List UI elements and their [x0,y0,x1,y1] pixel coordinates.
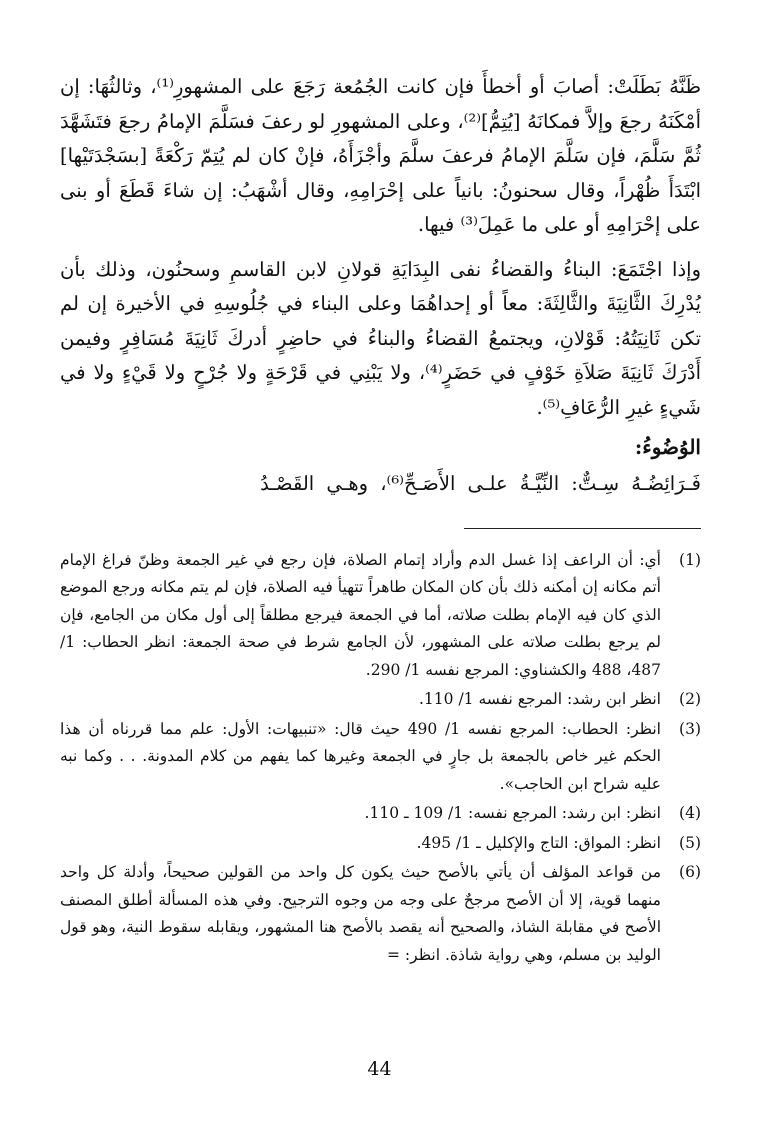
footnotes [60,547,701,970]
footnote-number: (2) [679,690,701,708]
footnote-text: أي: أن الراعف إذا غسل الدم وأراد إتمام الصلاة، فإن رجع في غير الجمعة وظنّ فراغ الإمام أتم مكانه إن أمكنه ذلك بأن كان المكان طاهراً تتهيأ فيه الصلاة، فإن لم يتم مكانه ورجع الموضع الذي كان فيه الإمام بطلت صلاته، أما في الجمعة فيرجع مطلقاً إلى أول مكان من الجامع، فإن لم يرجع بطلت صلاته على المشهور، لأن الجامع شرط في صحة الجمعة: انظر الحطاب: 1/ 487، 488 والكشناوي: المرجع نفسه 1/ 290. [60,550,661,679]
footnote-text: انظر ابن رشد: المرجع نفسه 1/ 110. [418,690,661,708]
section-heading: الوُضُوءُ: [634,435,701,459]
footnote-item [60,547,701,685]
footnote-text: انظر: الحطاب: المرجع نفسه 1/ 490 حيث قال: «تنبيهات: الأول: علم مما قررناه أن هذا الحكم غير خاص بالجمعة بل جارٍ في الجمعة وغيرها كما يفهم من كلام المدونة. . . وكما نبه عليه شراح ابن الحاجب». [60,719,661,793]
paragraph-2: وإذا اجْتَمَعَ: البناءُ والقضاءُ نفى البِدَايَةِ قولانِ لابن القاسمِ وسحنُون، وذلك بأن يُدْرِكَ الثَّانِيَةَ والثَّالِثَةَ: معاً أو إحداهُمَا وعلى البناء في جُلُوسِهِ في الأخيرة إن لم تكن ثَانِيَتُهُ: قَوْلانِ، ويجتمعُ القضاءُ والبناءُ في حاضِرٍ أدركَ ثَانِيَةَ مُسَافِرٍ وفيمن أَدْرَكَ ثَانِيَةَ صَلاَةِ خَوْفٍ في حَضَرٍ⁽⁴⁾، ولا يَبْنِي في قَرْحَةٍ ولا جُرْحٍ ولا قَيْءٍ ولا في شَيءٍ غيرِ الرُّعَافِ⁽⁵⁾. [60,257,701,419]
footnote-number: (6) [679,863,701,881]
footnote-text: انظر: المواق: التاج والإكليل ـ 1/ 495. [416,833,661,852]
footnote-number: (5) [679,833,701,852]
page-number: 44 [367,1058,392,1080]
faraid-line: فَـرَائِضُـهُ سِـتٌّ: النِّيَّـةُ علـى الأَصَـحِّ⁽⁶⁾، وهـي القَصْـدُ [260,472,701,495]
footnote-item [60,800,701,828]
main-text [60,70,701,502]
footnote-item [60,716,701,799]
footnote-separator [464,528,701,529]
paragraph-1: ظَنَّهُ بَطَلَتْ: أصابَ أو أخطأَ فإن كانت الجُمُعة رَجَعَ على المشهورِ⁽¹⁾، وثالثُهَا: إن أمْكَنَهُ رجعَ وإلاَّ فمكانَهُ [يُتِمُّ]⁽²⁾، وعلى المشهورِ لو رعفَ فسَلَّمَ الإمامُ رجعَ فتَشَهَّدَ ثُمَّ سَلَّمَ، فإن سَلَّمَ الإمامُ فرعفَ سلَّمَ وأجْزَأَهُ، فإنْ كان لم يُتِمّ رَكْعَةً [بسَجْدَتَيْها] ابْتَدَأَ ظُهْراً، وقال سحنونُ: بانياً على إحْرَامِهِ، وقال أشْهَبُ: إن شاءَ قَطَعَ أو بنى على إحْرَامِهِ أو على ما عَمِلَ⁽³⁾ فيها. [60,75,701,236]
footnote-item [60,686,701,714]
footnote-text: من قواعد المؤلف أن يأتي بالأصح حيث يكون كل واحد من القولين صحيحاً، وأدلة كل واحد منهما قوية، إلا أن الأصح مرجحٌ على وجه من وجوه الترجيح. وفي هذه المسألة أطلق المصنف الأصح في مقابلة الشاذ، والصحيح أنه يقصد بالأصح هنا المشهور، ويقابله سقوط النية، وهو قول الوليد بن مسلم، وهي رواية شاذة. انظر: = [60,863,661,964]
footnote-number: (1) [679,550,701,569]
footnote-number: (3) [679,719,701,738]
page-content [60,70,701,971]
footnote-item [60,859,701,969]
footnote-number: (4) [679,804,701,822]
footnote-item [60,830,701,858]
footnote-text: انظر: ابن رشد: المرجع نفسه: 1/ 109 ـ 110. [364,804,661,822]
